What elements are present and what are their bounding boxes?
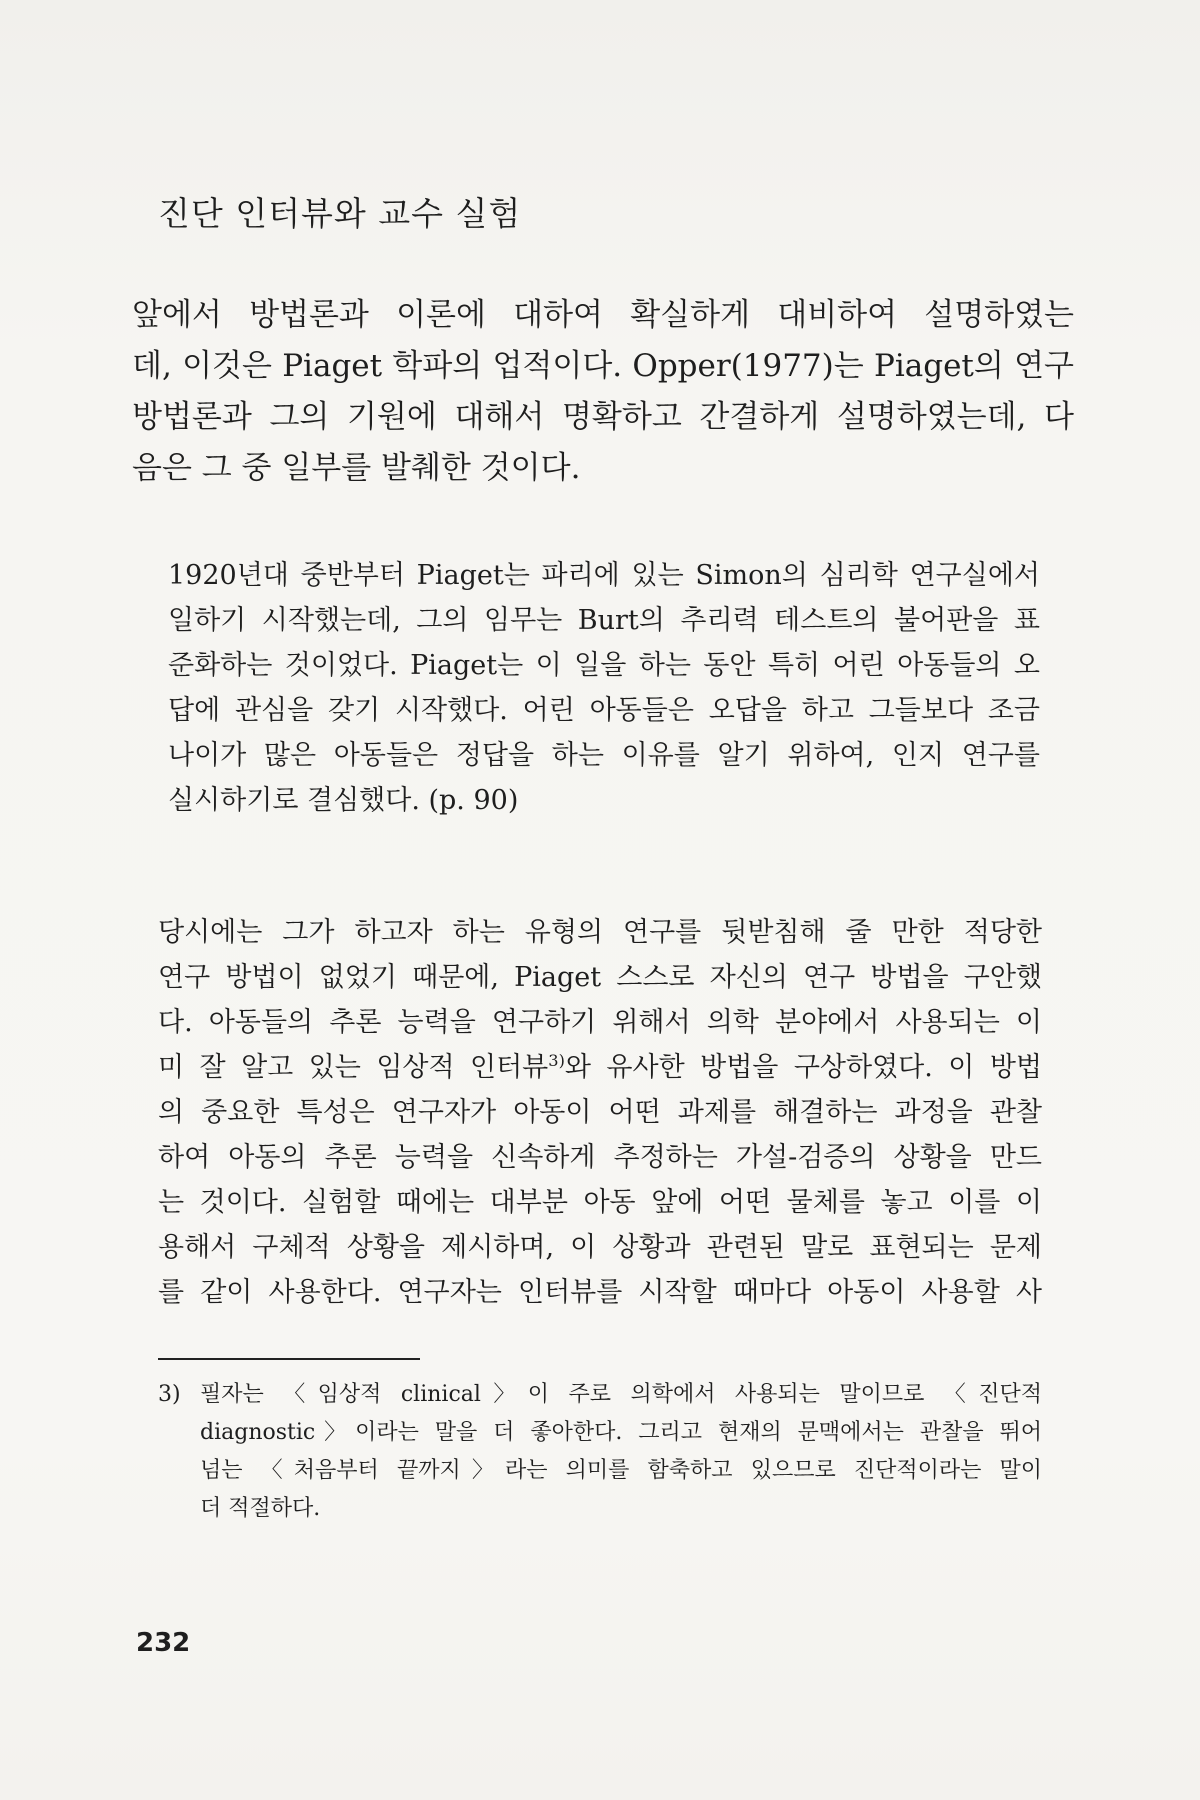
footnote-line: 넘는 〈처음부터 끝까지〉라는 의미를 함축하고 있으므로 진단적이라는 말이 <box>200 1458 1042 1483</box>
quote-line: 답에 관심을 갖기 시작했다. 어린 아동들은 오답을 하고 그들보다 조금 <box>168 695 1040 726</box>
footnote-reference: 3) <box>548 1051 565 1070</box>
paragraph-line: 다. 아동들의 추론 능력을 연구하기 위해서 의학 분야에서 사용되는 이 <box>158 1007 1042 1038</box>
quote-line: 실시하기로 결심했다. (p. 90) <box>168 785 519 816</box>
quote-line: 1920년대 중반부터 Piaget는 파리에 있는 Simon의 심리학 연구실에서 <box>168 560 1040 591</box>
footnote-line: 더 적절하다. <box>200 1496 321 1521</box>
paragraph-line: 당시에는 그가 하고자 하는 유형의 연구를 뒷받침해 줄 만한 적당한 <box>158 917 1042 948</box>
quote-line: 나이가 많은 아동들은 정답을 하는 이유를 알기 위하여, 인지 연구를 <box>168 740 1040 771</box>
footnote-divider <box>158 1358 420 1360</box>
body-paragraph <box>158 910 1042 1315</box>
paragraph-line: 의 중요한 특성은 연구자가 아동이 어떤 과제를 해결하는 과정을 관찰 <box>158 1097 1042 1128</box>
footnote-text <box>200 1376 1042 1528</box>
quote-line: 일하기 시작했는데, 그의 임무는 Burt의 추리력 테스트의 불어판을 표 <box>168 605 1040 636</box>
paragraph-line: 용해서 구체적 상황을 제시하며, 이 상황과 관련된 말로 표현되는 문제 <box>158 1232 1042 1263</box>
intro-paragraph <box>132 290 1074 494</box>
section-title: 진단 인터뷰와 교수 실험 <box>158 194 522 233</box>
footnote-line: diagnostic〉이라는 말을 더 좋아한다. 그리고 현재의 문맥에서는 관찰을 뛰어 <box>200 1420 1042 1445</box>
paragraph-line: 연구 방법이 없었기 때문에, Piaget 스스로 자신의 연구 방법을 구안했 <box>158 962 1042 993</box>
paragraph-line: 앞에서 방법론과 이론에 대하여 확실하게 대비하여 설명하였는 <box>132 297 1074 333</box>
line-text: 미 잘 알고 있는 임상적 인터뷰 <box>158 1052 549 1083</box>
footnote-marker: 3) <box>158 1382 181 1407</box>
paragraph-line-with-footnote-ref <box>158 1045 1042 1090</box>
paragraph-line: 음은 그 중 일부를 발췌한 것이다. <box>132 450 581 486</box>
block-quote <box>168 553 1040 823</box>
line-text: 와 유사한 방법을 구상하였다. 이 방법 <box>564 1052 1042 1083</box>
paragraph-line: 데, 이것은 Piaget 학파의 업적이다. Opper(1977)는 Piaget의 연구 <box>132 348 1074 384</box>
paragraph-line: 는 것이다. 실험할 때에는 대부분 아동 앞에 어떤 물체를 놓고 이를 이 <box>158 1187 1042 1218</box>
paragraph-line: 방법론과 그의 기원에 대해서 명확하고 간결하게 설명하였는데, 다 <box>132 399 1074 435</box>
page-number: 232 <box>136 1628 191 1658</box>
quote-line: 준화하는 것이었다. Piaget는 이 일을 하는 동안 특히 어린 아동들의 오 <box>168 650 1040 681</box>
paragraph-line: 를 같이 사용한다. 연구자는 인터뷰를 시작할 때마다 아동이 사용할 사 <box>158 1277 1042 1308</box>
footnote-line: 필자는 〈임상적 clinical〉이 주로 의학에서 사용되는 말이므로 〈진단적 <box>200 1382 1042 1407</box>
paragraph-line: 하여 아동의 추론 능력을 신속하게 추정하는 가설-검증의 상황을 만드 <box>158 1142 1042 1173</box>
